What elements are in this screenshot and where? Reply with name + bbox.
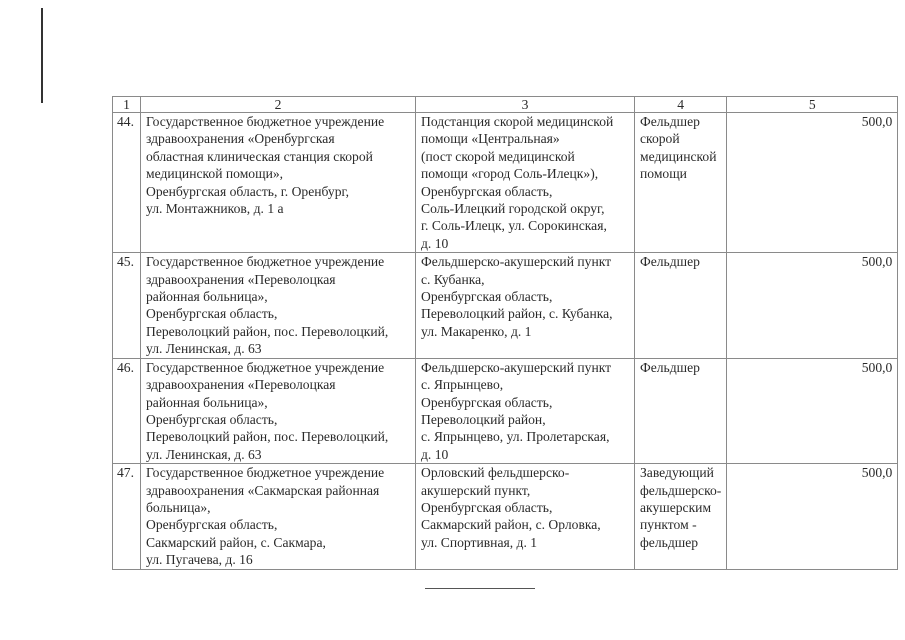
amount-cell: 500,0	[727, 358, 898, 463]
row-number: 47.	[113, 464, 141, 569]
cell-line: ул. Ленинская, д. 63	[146, 341, 262, 357]
cell-line: Фельдшер	[640, 254, 700, 270]
cell-line: Оренбургская область,	[421, 183, 553, 199]
amount-cell: 500,0	[727, 464, 898, 569]
cell-line: акушерский пункт,	[421, 482, 531, 498]
table-row	[113, 464, 898, 569]
cell-line: с. Япрынцево, ул. Пролетарская,	[421, 429, 610, 445]
cell-line: Оренбургская область,	[421, 289, 553, 305]
cell-line: Заведующий	[640, 465, 714, 481]
cell-line: Сакмарский район, с. Сакмара,	[146, 534, 326, 550]
cell-line: Государственное бюджетное учреждение	[146, 359, 385, 375]
cell-line: д. 10	[421, 235, 449, 251]
cell-line: районная больница»,	[146, 289, 268, 305]
cell-line: здравоохранения «Оренбургская	[146, 131, 335, 147]
cell-line: ул. Пугачева, д. 16	[146, 552, 253, 568]
cell-line: Переволоцкий район, пос. Переволоцкий,	[146, 429, 389, 445]
unit-cell	[416, 113, 635, 253]
header-cell: 5	[727, 97, 898, 113]
cell-line: ул. Ленинская, д. 63	[146, 446, 262, 462]
cell-line: фельдшерско-	[640, 482, 722, 498]
table-row	[113, 113, 898, 253]
row-number: 44.	[113, 113, 141, 253]
cell-line: Оренбургская область, г. Оренбург,	[146, 183, 349, 199]
cell-line: Переволоцкий район, пос. Переволоцкий,	[146, 323, 389, 339]
cell-line: здравоохранения «Сакмарская районная	[146, 482, 380, 498]
cell-line: больница»,	[146, 499, 211, 515]
cell-line: Оренбургская область,	[146, 411, 278, 427]
cell-line: Фельдшер	[640, 359, 700, 375]
cell-line: д. 10	[421, 446, 449, 462]
cell-line: Переволоцкий район,	[421, 411, 546, 427]
header-cell: 3	[416, 97, 635, 113]
cell-line: Орловский фельдшерско-	[421, 465, 570, 481]
institution-cell	[141, 113, 416, 253]
cell-line: с. Япрынцево,	[421, 377, 504, 393]
cell-line: Государственное бюджетное учреждение	[146, 465, 385, 481]
cell-line: здравоохранения «Переволоцкая	[146, 271, 336, 287]
position-cell	[635, 253, 727, 358]
amount-cell: 500,0	[727, 253, 898, 358]
amount-cell: 500,0	[727, 113, 898, 253]
cell-line: ул. Макаренко, д. 1	[421, 323, 532, 339]
header-cell: 1	[113, 97, 141, 113]
unit-cell	[416, 464, 635, 569]
cell-line: скорой	[640, 131, 680, 147]
institution-cell	[141, 358, 416, 463]
cell-line: областная клиническая станция скорой	[146, 148, 373, 164]
cell-line: Оренбургская область,	[421, 394, 553, 410]
cell-line: Оренбургская область,	[146, 306, 278, 322]
header-cell: 4	[635, 97, 727, 113]
cell-line: Фельдшерско-акушерский пункт	[421, 359, 612, 375]
cell-line: помощи	[640, 166, 687, 182]
institution-cell	[141, 253, 416, 358]
institution-cell	[141, 464, 416, 569]
footer-divider	[425, 588, 535, 589]
cell-line: помощи «город Соль-Илецк»),	[421, 166, 599, 182]
cell-line: ул. Монтажников, д. 1 а	[146, 201, 284, 217]
cell-line: акушерским	[640, 499, 712, 515]
cell-line: Фельдшерско-акушерский пункт	[421, 254, 612, 270]
cell-line: г. Соль-Илецк, ул. Сорокинская,	[421, 218, 607, 234]
cell-line: Фельдшер	[640, 114, 700, 129]
cell-line: пунктом -	[640, 517, 697, 533]
cell-line: Государственное бюджетное учреждение	[146, 254, 385, 270]
cell-line: Сакмарский район, с. Орловка,	[421, 517, 601, 533]
row-number: 46.	[113, 358, 141, 463]
position-cell	[635, 464, 727, 569]
cell-line: медицинской помощи»,	[146, 166, 284, 182]
cell-line: районная больница»,	[146, 394, 268, 410]
cell-line: с. Кубанка,	[421, 271, 485, 287]
cell-line: Оренбургская область,	[146, 517, 278, 533]
cell-line: Переволоцкий район, с. Кубанка,	[421, 306, 613, 322]
table-row	[113, 358, 898, 463]
margin-line	[41, 8, 43, 103]
facilities-table	[112, 96, 898, 570]
position-cell	[635, 358, 727, 463]
cell-line: (пост скорой медицинской	[421, 148, 575, 164]
cell-line: медицинской	[640, 148, 717, 164]
cell-line: здравоохранения «Переволоцкая	[146, 377, 336, 393]
cell-line: Соль-Илецкий городской округ,	[421, 201, 605, 217]
cell-line: Подстанция скорой медицинской	[421, 114, 614, 129]
header-cell: 2	[141, 97, 416, 113]
header-row	[113, 97, 898, 113]
cell-line: ул. Спортивная, д. 1	[421, 534, 538, 550]
unit-cell	[416, 358, 635, 463]
position-cell	[635, 113, 727, 253]
cell-line: Государственное бюджетное учреждение	[146, 114, 385, 129]
cell-line: фельдшер	[640, 534, 699, 550]
cell-line: помощи «Центральная»	[421, 131, 560, 147]
unit-cell	[416, 253, 635, 358]
row-number: 45.	[113, 253, 141, 358]
table-row	[113, 253, 898, 358]
cell-line: Оренбургская область,	[421, 499, 553, 515]
